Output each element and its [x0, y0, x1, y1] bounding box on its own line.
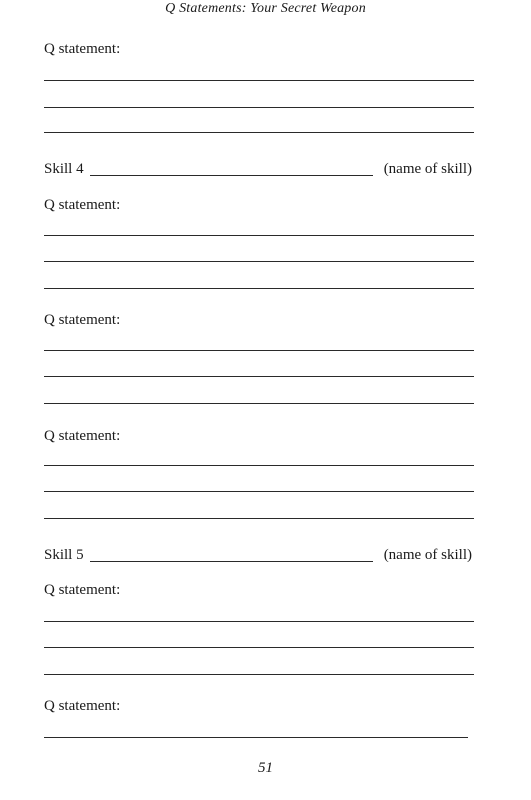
q-statement-label: Q statement:: [44, 582, 121, 598]
answer-line[interactable]: [44, 261, 474, 262]
skill-5-label: Skill 5: [44, 547, 84, 563]
page-number: 51: [258, 760, 273, 776]
answer-line[interactable]: [44, 376, 474, 377]
skill-5-name-line[interactable]: [90, 561, 373, 562]
answer-line[interactable]: [44, 518, 474, 519]
q-statement-label: Q statement:: [44, 428, 121, 444]
q-statement-label: Q statement:: [44, 41, 121, 57]
answer-line[interactable]: [44, 737, 468, 738]
answer-line[interactable]: [44, 80, 474, 81]
answer-line[interactable]: [44, 107, 474, 108]
skill-4-name-line[interactable]: [90, 175, 373, 176]
q-statement-label: Q statement:: [44, 197, 121, 213]
running-header: Q Statements: Your Secret Weapon: [165, 1, 366, 16]
skill-name-hint: (name of skill): [383, 161, 472, 177]
answer-line[interactable]: [44, 674, 474, 675]
skill-4-label: Skill 4: [44, 161, 84, 177]
answer-line[interactable]: [44, 491, 474, 492]
answer-line[interactable]: [44, 621, 474, 622]
answer-line[interactable]: [44, 465, 474, 466]
answer-line[interactable]: [44, 235, 474, 236]
answer-line[interactable]: [44, 350, 474, 351]
answer-line[interactable]: [44, 132, 474, 133]
answer-line[interactable]: [44, 647, 474, 648]
answer-line[interactable]: [44, 403, 474, 404]
q-statement-label: Q statement:: [44, 698, 121, 714]
q-statement-label: Q statement:: [44, 312, 121, 328]
answer-line[interactable]: [44, 288, 474, 289]
skill-name-hint: (name of skill): [383, 547, 472, 563]
